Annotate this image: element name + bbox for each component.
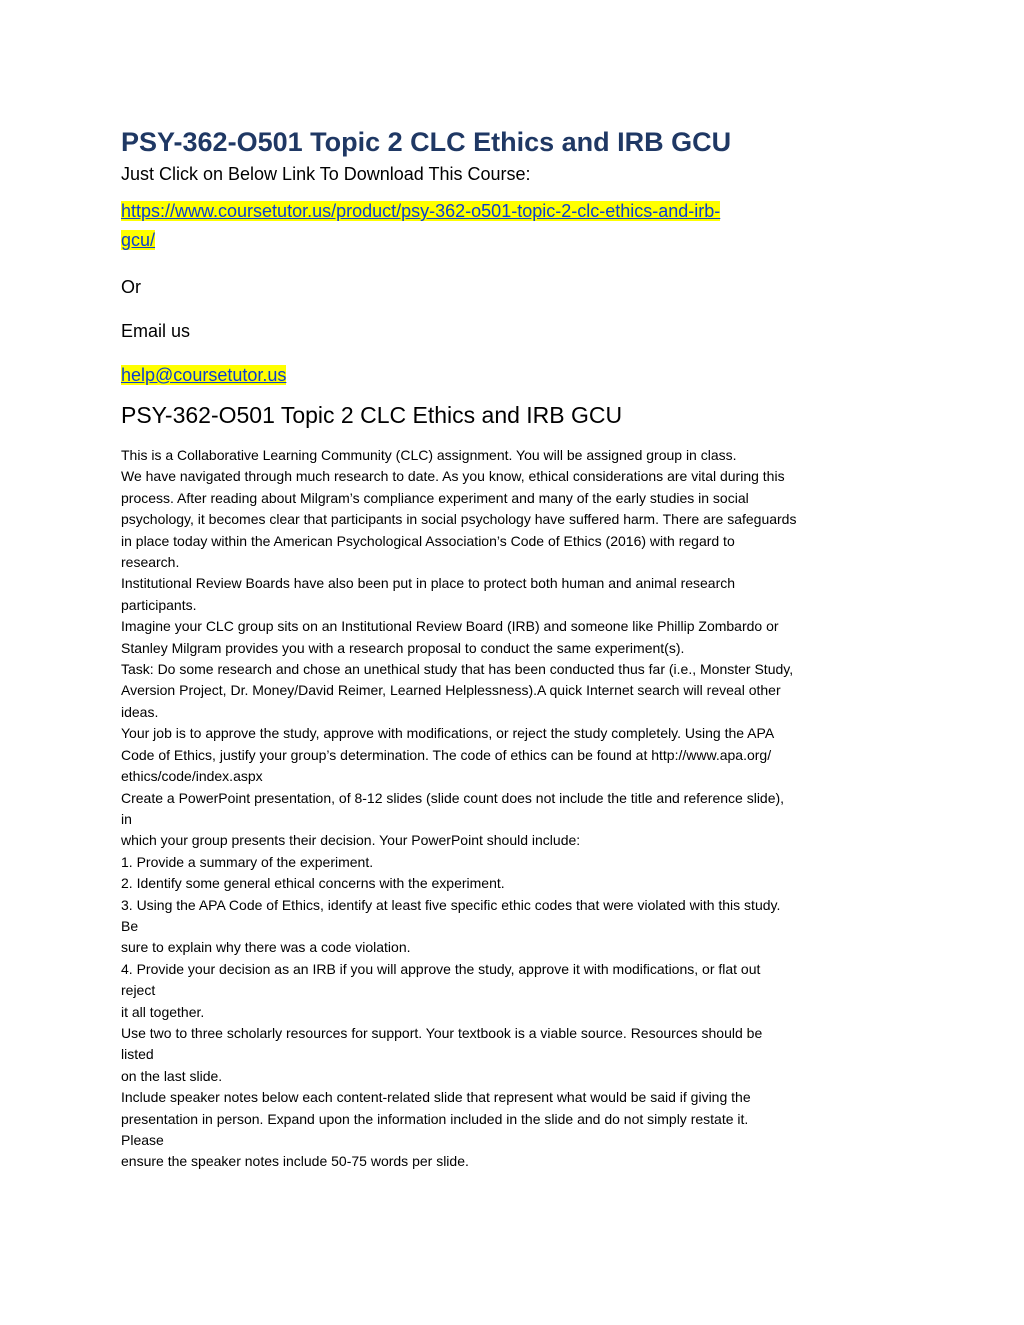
body-line: process. After reading about Milgram’s compliance experiment and many of the early studies in social [121,489,749,506]
body-line: Stanley Milgram provides you with a research proposal to conduct the same experiment(s). [121,639,685,656]
body-line: which your group presents their decision. Your PowerPoint should include: [121,832,581,849]
body-line: in [121,810,132,827]
body-line: it all together. [121,1003,205,1020]
body-line: Imagine your CLC group sits on an Institutional Review Board (IRB) and someone like Phillip Zombardo or [121,618,779,635]
body-line: 2. Identify some general ethical concerns with the experiment. [121,875,505,892]
page-title: PSY-362-O501 Topic 2 CLC Ethics and IRB GCU [121,127,732,157]
body-line: ensure the speaker notes include 50-75 words per slide. [121,1153,469,1170]
body-line: ideas. [121,703,159,720]
body-line: reject [121,982,156,999]
email-link-wrapper [121,363,911,387]
download-instruction: Just Click on Below Link To Download This Course: [121,164,531,184]
body-line: listed [121,1046,154,1063]
body-line: ethics/code/index.aspx [121,768,263,785]
body-line: Please [121,1132,164,1148]
body-line: We have navigated through much research to date. As you know, ethical considerations are vital during this [121,468,785,485]
body-line: sure to explain why there was a code violation. [121,939,411,956]
body-line: in place today within the American Psychological Association’s Code of Ethics (2016) with regard to [121,532,735,549]
or-text: Or [121,277,141,297]
document-page [121,124,911,1173]
email-label: Email us [121,321,191,341]
body-line: Institutional Review Boards have also been put in place to protect both human and animal research [121,575,736,592]
download-link-line-1[interactable]: https://www.coursetutor.us/product/psy-362-o501-topic-2-clc-ethics-and-irb- [121,201,721,221]
body-line: 1. Provide a summary of the experiment. [121,853,374,870]
body-line: Your job is to approve the study, approve with modifications, or reject the study completely. Using the APA [121,725,775,742]
body-line: participants. [121,596,197,613]
body-line: on the last slide. [121,1067,223,1084]
body-line: 3. Using the APA Code of Ethics, identify at least five specific ethic codes that were violated with this study. [121,896,781,913]
section-title: PSY-362-O501 Topic 2 CLC Ethics and IRB GCU [121,402,623,428]
body-line: Include speaker notes below each content-related slide that represent what would be said if giving the [121,1089,751,1106]
body-line: Be [121,917,139,934]
body-line: presentation in person. Expand upon the information included in the slide and do not simply restate it. [121,1110,749,1127]
body-line: Create a PowerPoint presentation, of 8-12 slides (slide count does not include the title and reference slide), [121,789,785,806]
body-line: Code of Ethics, justify your group’s determination. The code of ethics can be found at http://www.apa.org/ [121,746,772,763]
body-line: Use two to three scholarly resources for support. Your textbook is a viable source. Resources should be [121,1024,763,1041]
body-line: This is a Collaborative Learning Community (CLC) assignment. You will be assigned group in class. [121,447,737,463]
download-link-line-2[interactable]: gcu/ [121,230,156,250]
assignment-description [121,445,911,1173]
body-line: research. [121,554,180,571]
body-line: Task: Do some research and chose an unethical study that has been conducted thus far (i.e., Monster Study, [121,661,794,678]
body-line: 4. Provide your decision as an IRB if you will approve the study, approve it with modifications, or flat out [121,960,761,977]
email-link[interactable]: help@coursetutor.us [121,365,287,385]
body-line: Aversion Project, Dr. Money/David Reimer, Learned Helplessness).A quick Internet search will reveal other [121,682,781,699]
download-link[interactable] [121,197,911,255]
body-line: psychology, it becomes clear that participants in social psychology have suffered harm. There are safeguards [121,511,797,528]
